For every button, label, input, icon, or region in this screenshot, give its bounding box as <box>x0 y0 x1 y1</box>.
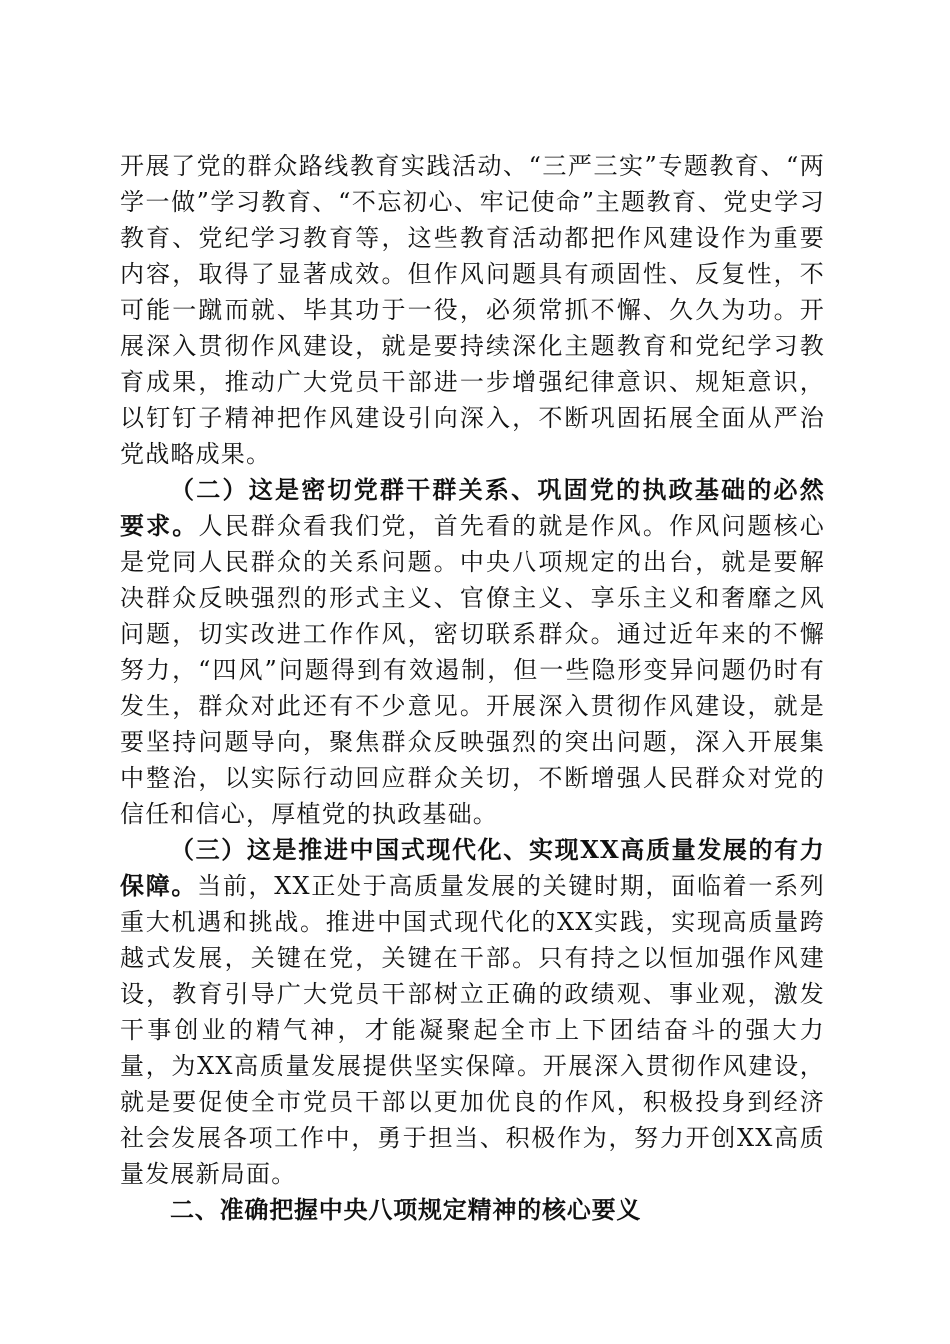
paragraph-text: 当前，XX正处于高质量发展的关键时期，面临着一系列重大机遇和挑战。推进中国式现代化的XX实践，实现高质量跨越式发展，关键在党，关键在干部。只有持之以恒加强作风建设，教育引导广大党员干部树立正确的政绩观、事业观，激发干事创业的精气神，才能凝聚起全市上下团结奋斗的强大力量，为XX高质量发展提供坚实保障。开展深入贯彻作风建设，就是要促使全市党员干部以更加优良的作风，积极投身到经济社会发展各项工作中，勇于担当、积极作为，努力开创XX高质量发展新局面。 <box>120 872 825 1188</box>
paragraph-lead-sentence: （二）这是密切党群干群关系、巩固党的执政基础的必然要求。 <box>120 475 825 540</box>
paragraph-text: 开展了党的群众路线教育实践活动、“三严三实”专题教育、“两学一做”学习教育、“不忘初心、牢记使命”主题教育、党史学习教育、党纪学习教育等，这些教育活动都把作风建设作为重要内容，取得了显著成效。但作风问题具有顽固性、反复性，不可能一蹴而就、毕其功于一役，必须常抓不懈、久久为功。开展深入贯彻作风建设，就是要持续深化主题教育和党纪学习教育成果，推动广大党员干部进一步增强纪律意识、规矩意识，以钉钉子精神把作风建设引向深入，不断巩固拓展全面从严治党战略成果。 <box>120 152 825 468</box>
paragraph-lead-sentence: （三）这是推进中国式现代化、实现XX高质量发展的有力保障。 <box>120 835 825 900</box>
paragraph-continuation <box>120 148 825 472</box>
document-body <box>120 148 825 1228</box>
paragraph-two <box>120 472 825 832</box>
paragraph-three <box>120 832 825 1192</box>
paragraph-text: 人民群众看我们党，首先看的就是作风。作风问题核心是党同人民群众的关系问题。中央八项规定的出台，就是要解决群众反映强烈的形式主义、官僚主义、享乐主义和奢靡之风问题，切实改进工作作风，密切联系群众。通过近年来的不懈努力，“四风”问题得到有效遏制，但一些隐形变异问题仍时有发生，群众对此还有不少意见。开展深入贯彻作风建设，就是要坚持问题导向，聚焦群众反映强烈的突出问题，深入开展集中整治，以实际行动回应群众关切，不断增强人民群众对党的信任和信心，厚植党的执政基础。 <box>120 512 825 828</box>
section-heading: 二、准确把握中央八项规定精神的核心要义 <box>170 1196 642 1224</box>
